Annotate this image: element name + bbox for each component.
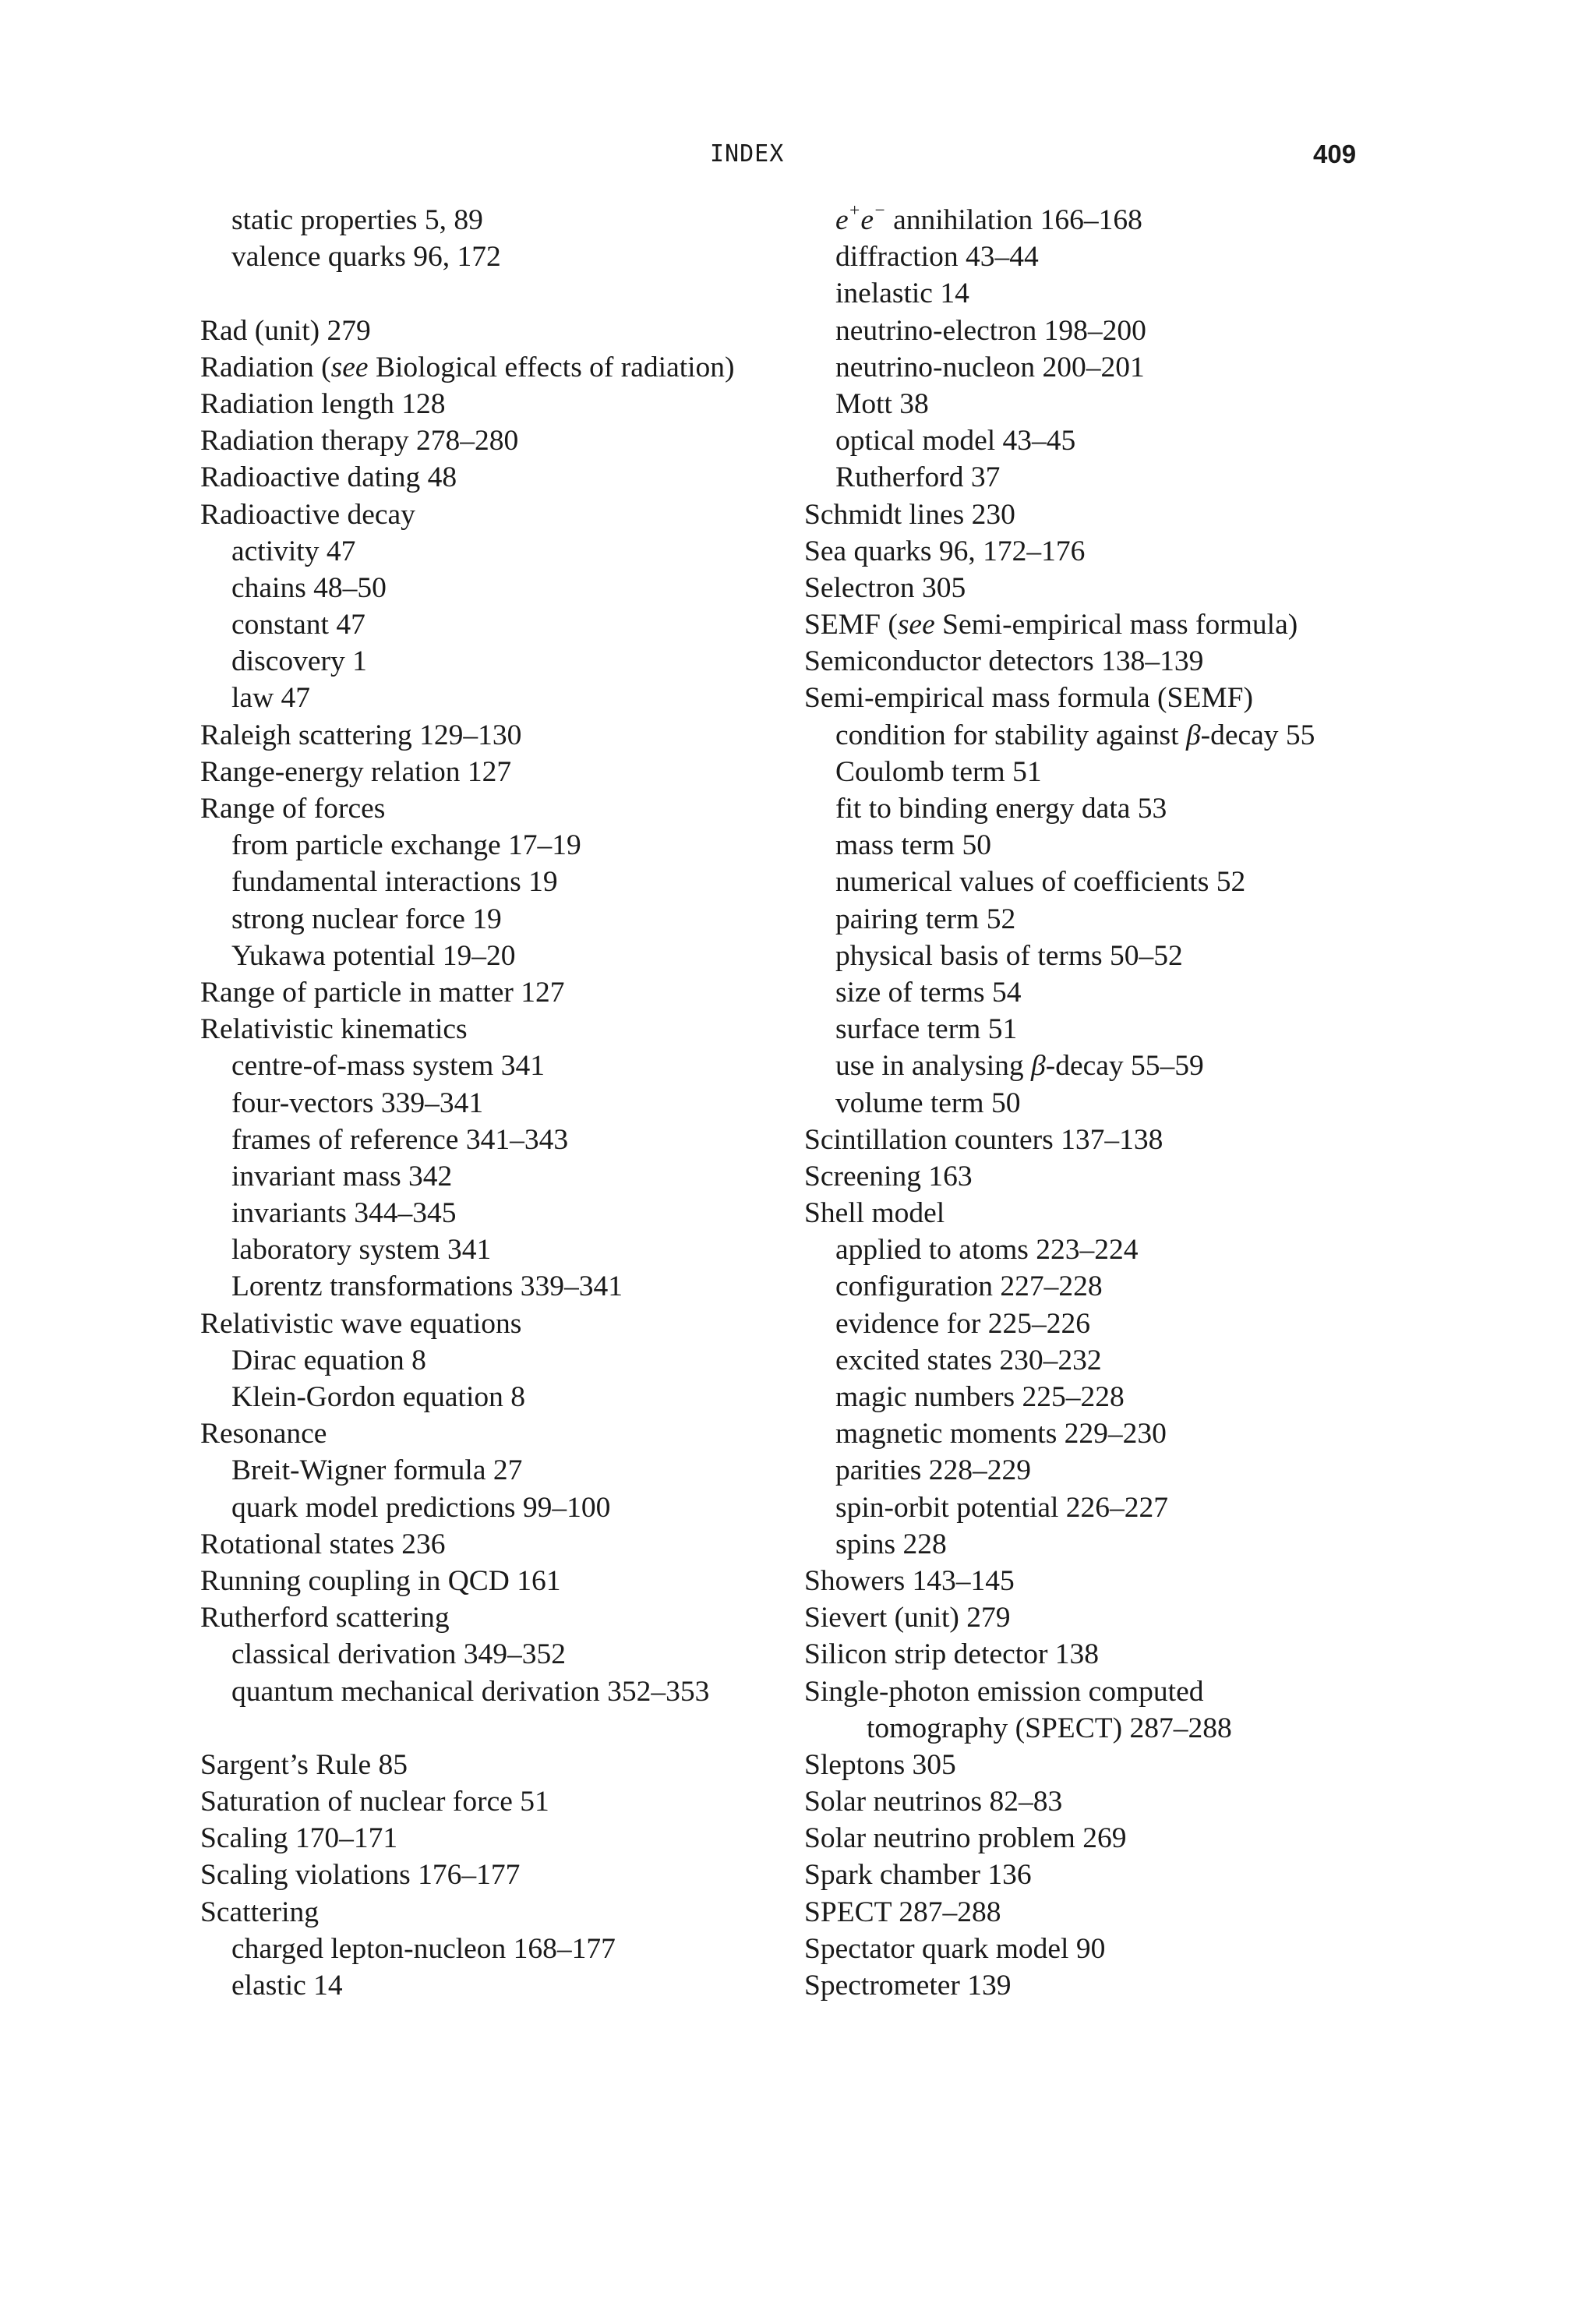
entry-text: Scaling violations 176–177 bbox=[200, 1859, 521, 1892]
entry-text: Raleigh scattering 129–130 bbox=[200, 719, 522, 751]
running-head bbox=[0, 137, 1596, 171]
index-subentry bbox=[804, 1452, 1396, 1489]
entry-text: mass term 50 bbox=[835, 829, 991, 862]
entry-text: activity 47 bbox=[231, 535, 356, 567]
entry-text: fundamental interactions 19 bbox=[231, 866, 558, 899]
entry-text: Schmidt lines 230 bbox=[804, 498, 1015, 531]
entry-text: invariant mass 342 bbox=[231, 1160, 453, 1193]
entry-text: parities 228–229 bbox=[835, 1454, 1032, 1487]
entry-text: Radioactive dating 48 bbox=[200, 461, 457, 494]
index-subentry bbox=[200, 864, 793, 900]
entry-text: centre-of-mass system 341 bbox=[231, 1050, 545, 1083]
entry-text: numerical values of coefficients 52 bbox=[835, 866, 1246, 899]
index-subentry bbox=[804, 202, 1396, 239]
index-subentry bbox=[804, 1085, 1396, 1122]
entry-text: Radioactive decay bbox=[200, 498, 415, 531]
entry-text: Scintillation counters 137–138 bbox=[804, 1123, 1163, 1156]
index-subentry bbox=[200, 901, 793, 938]
index-entry bbox=[804, 1783, 1396, 1820]
index-entry bbox=[200, 386, 793, 422]
index-subentry bbox=[804, 1011, 1396, 1048]
entry-text: applied to atoms 223–224 bbox=[835, 1234, 1139, 1267]
entry-text: Spark chamber 136 bbox=[804, 1859, 1032, 1892]
entry-text: static properties 5, 89 bbox=[231, 204, 483, 236]
entry-italic: β bbox=[1185, 719, 1201, 751]
index-subentry bbox=[804, 1268, 1396, 1305]
entry-text: discovery 1 bbox=[231, 645, 367, 678]
index-subentry bbox=[804, 717, 1396, 754]
index-subentry bbox=[200, 643, 793, 680]
entry-text: neutrino-electron 198–200 bbox=[835, 314, 1146, 347]
entry-text: Spectrometer 139 bbox=[804, 1970, 1012, 2002]
index-entry bbox=[804, 1857, 1396, 1893]
entry-text: Running coupling in QCD 161 bbox=[200, 1564, 561, 1597]
index-subentry bbox=[804, 386, 1396, 422]
entry-text: classical derivation 349–352 bbox=[231, 1638, 567, 1671]
entry-text: Coulomb term 51 bbox=[835, 755, 1042, 788]
index-subentry bbox=[200, 606, 793, 643]
index-entry bbox=[200, 1599, 793, 1636]
index-subentry bbox=[804, 1489, 1396, 1526]
index-entry bbox=[804, 1563, 1396, 1599]
index-entry bbox=[200, 717, 793, 754]
index-subentry bbox=[804, 349, 1396, 386]
entry-italic: β bbox=[1031, 1050, 1046, 1083]
index-entry bbox=[804, 1747, 1396, 1783]
index-subentry bbox=[804, 864, 1396, 900]
entry-text: SPECT 287–288 bbox=[804, 1896, 1001, 1928]
entry-text: use in analysing bbox=[835, 1050, 1032, 1083]
entry-italic: see bbox=[897, 609, 935, 641]
index-subentry bbox=[804, 790, 1396, 827]
index-subentry bbox=[200, 1452, 793, 1489]
index-subentry bbox=[804, 901, 1396, 938]
entry-text: laboratory system 341 bbox=[231, 1234, 492, 1267]
entry-text: charged lepton-nucleon 168–177 bbox=[231, 1932, 616, 1965]
entry-text: chains 48–50 bbox=[231, 571, 387, 604]
index-subentry bbox=[200, 1379, 793, 1415]
entry-text: surface term 51 bbox=[835, 1013, 1018, 1046]
entry-text: excited states 230–232 bbox=[835, 1344, 1102, 1376]
index-subentry bbox=[200, 533, 793, 570]
index-entry bbox=[200, 496, 793, 533]
index-entry bbox=[200, 1526, 793, 1563]
entry-text: condition for stability against bbox=[835, 719, 1186, 751]
entry-text: elastic 14 bbox=[231, 1970, 343, 2002]
entry-text: fit to binding energy data 53 bbox=[835, 793, 1167, 825]
entry-spacer bbox=[200, 275, 793, 312]
index-subentry bbox=[200, 680, 793, 716]
index-subentry bbox=[804, 1231, 1396, 1268]
index-subentry bbox=[804, 938, 1396, 974]
entry-text: Radiation length 128 bbox=[200, 387, 446, 420]
index-entry bbox=[200, 754, 793, 790]
index-subentry bbox=[804, 422, 1396, 459]
index-entry bbox=[804, 1158, 1396, 1195]
entry-text: Rotational states 236 bbox=[200, 1528, 446, 1560]
entry-text: four-vectors 339–341 bbox=[231, 1087, 484, 1119]
entry-text: Scaling 170–171 bbox=[200, 1822, 398, 1855]
index-subentry bbox=[804, 1379, 1396, 1415]
index-entry bbox=[804, 643, 1396, 680]
entry-text: diffraction 43–44 bbox=[835, 241, 1039, 274]
positron-symbol: e+ bbox=[835, 200, 861, 236]
index-entry bbox=[200, 1011, 793, 1048]
index-subentry bbox=[200, 202, 793, 239]
entry-text: Showers 143–145 bbox=[804, 1564, 1015, 1597]
entry-text: Lorentz transformations 339–341 bbox=[231, 1270, 623, 1303]
entry-text: law 47 bbox=[231, 682, 311, 715]
index-subentry bbox=[200, 239, 793, 275]
entry-text: Yukawa potential 19–20 bbox=[231, 939, 516, 972]
index-entry bbox=[804, 1967, 1396, 2004]
index-subentry bbox=[200, 1967, 793, 2004]
entry-text: Resonance bbox=[200, 1418, 327, 1451]
entry-text: valence quarks 96, 172 bbox=[231, 241, 501, 274]
index-entry bbox=[804, 1673, 1396, 1710]
index-entry bbox=[804, 496, 1396, 533]
entry-text: Rutherford scattering bbox=[200, 1602, 450, 1634]
entry-text: Screening 163 bbox=[804, 1160, 973, 1193]
entry-text: Radiation ( bbox=[200, 351, 331, 383]
entry-text: Dirac equation 8 bbox=[231, 1344, 426, 1376]
entry-text: Spectator quark model 90 bbox=[804, 1932, 1106, 1965]
index-subentry bbox=[804, 313, 1396, 349]
entry-text: physical basis of terms 50–52 bbox=[835, 939, 1183, 972]
electron-symbol: e− bbox=[860, 200, 886, 236]
entry-text: quantum mechanical derivation 352–353 bbox=[231, 1675, 710, 1708]
index-subentry bbox=[200, 1158, 793, 1195]
entry-text: evidence for 225–226 bbox=[835, 1307, 1090, 1340]
entry-text: Shell model bbox=[804, 1197, 945, 1230]
index-subentry bbox=[804, 1415, 1396, 1452]
entry-text: Klein-Gordon equation 8 bbox=[231, 1381, 525, 1413]
index-subentry bbox=[200, 827, 793, 864]
index-entry bbox=[804, 1636, 1396, 1673]
index-entry bbox=[200, 974, 793, 1011]
index-entry bbox=[804, 1894, 1396, 1931]
entry-text: Semiconductor detectors 138–139 bbox=[804, 645, 1204, 678]
index-subentry bbox=[200, 938, 793, 974]
index-subentry bbox=[804, 1710, 1396, 1747]
index-subentry bbox=[804, 239, 1396, 275]
index-column-right bbox=[804, 202, 1396, 2004]
index-entry bbox=[200, 422, 793, 459]
index-column-left bbox=[200, 202, 793, 2004]
entry-italic: see bbox=[330, 351, 369, 383]
entry-text: spins 228 bbox=[835, 1528, 947, 1560]
index-entry bbox=[804, 1820, 1396, 1857]
index-subentry bbox=[200, 1085, 793, 1122]
index-entry bbox=[200, 1747, 793, 1783]
page-number: 409 bbox=[1313, 140, 1357, 168]
index-entry bbox=[200, 1820, 793, 1857]
index-entry bbox=[804, 606, 1396, 643]
entry-text-after: -decay 55 bbox=[1200, 719, 1315, 751]
index-subentry bbox=[200, 1489, 793, 1526]
entry-text: annihilation 166–168 bbox=[885, 204, 1142, 236]
entry-text: Range of particle in matter 127 bbox=[200, 976, 565, 1009]
index-entry bbox=[200, 1783, 793, 1820]
entry-text: strong nuclear force 19 bbox=[231, 903, 502, 935]
index-subentry bbox=[804, 754, 1396, 790]
entry-text: optical model 43–45 bbox=[835, 425, 1076, 458]
entry-text: Selectron 305 bbox=[804, 571, 966, 604]
index-entry bbox=[804, 1122, 1396, 1158]
index-entry bbox=[804, 1931, 1396, 1967]
entry-text: Breit-Wigner formula 27 bbox=[231, 1454, 523, 1487]
entry-text: quark model predictions 99–100 bbox=[231, 1491, 611, 1524]
entry-text: volume term 50 bbox=[835, 1087, 1021, 1119]
entry-spacer bbox=[200, 1710, 793, 1747]
index-subentry bbox=[200, 1048, 793, 1084]
entry-text: inelastic 14 bbox=[835, 277, 969, 310]
entry-text: magnetic moments 229–230 bbox=[835, 1418, 1167, 1451]
index-entry bbox=[200, 349, 793, 386]
index-entry bbox=[804, 533, 1396, 570]
index-subentry bbox=[200, 1673, 793, 1710]
index-entry bbox=[200, 1857, 793, 1893]
entry-text: Sea quarks 96, 172–176 bbox=[804, 535, 1086, 567]
entry-text: constant 47 bbox=[231, 609, 365, 641]
entry-text: Semi-empirical mass formula (SEMF) bbox=[804, 682, 1253, 715]
index-entry bbox=[200, 1563, 793, 1599]
entry-text: Solar neutrinos 82–83 bbox=[804, 1786, 1063, 1818]
index-subentry bbox=[200, 1342, 793, 1379]
entry-text-after: -decay 55–59 bbox=[1045, 1050, 1204, 1083]
entry-text: SEMF ( bbox=[804, 609, 898, 641]
entry-text: Saturation of nuclear force 51 bbox=[200, 1786, 549, 1818]
entry-text: Sleptons 305 bbox=[804, 1748, 956, 1781]
index-subentry bbox=[804, 827, 1396, 864]
index-entry bbox=[200, 1415, 793, 1452]
entry-text: Relativistic kinematics bbox=[200, 1013, 468, 1046]
index-subentry bbox=[804, 974, 1396, 1011]
entry-text: Range-energy relation 127 bbox=[200, 755, 512, 788]
index-subentry bbox=[804, 1342, 1396, 1379]
index-subentry bbox=[804, 275, 1396, 312]
entry-text: pairing term 52 bbox=[835, 903, 1016, 935]
entry-text: configuration 227–228 bbox=[835, 1270, 1103, 1303]
index-subentry bbox=[200, 1636, 793, 1673]
index-entry bbox=[804, 680, 1396, 716]
entry-text: invariants 344–345 bbox=[231, 1197, 457, 1230]
entry-text: neutrino-nucleon 200–201 bbox=[835, 351, 1145, 383]
index-entry bbox=[200, 313, 793, 349]
index-entry bbox=[200, 459, 793, 496]
entry-text: Sargent’s Rule 85 bbox=[200, 1748, 408, 1781]
entry-text-after: Semi-empirical mass formula) bbox=[934, 609, 1298, 641]
index-entry bbox=[200, 1894, 793, 1931]
index-subentry bbox=[804, 1526, 1396, 1563]
entry-text: Solar neutrino problem 269 bbox=[804, 1822, 1127, 1855]
index-entry bbox=[804, 1195, 1396, 1231]
index-entry bbox=[804, 570, 1396, 606]
entry-text: from particle exchange 17–19 bbox=[231, 829, 581, 862]
entry-text: Silicon strip detector 138 bbox=[804, 1638, 1100, 1671]
entry-text: spin-orbit potential 226–227 bbox=[835, 1491, 1169, 1524]
entry-text: Mott 38 bbox=[835, 387, 929, 420]
entry-text: Sievert (unit) 279 bbox=[804, 1602, 1011, 1634]
index-entry bbox=[200, 1306, 793, 1342]
entry-text: Relativistic wave equations bbox=[200, 1307, 522, 1340]
index-entry bbox=[804, 1599, 1396, 1636]
index-subentry bbox=[200, 1931, 793, 1967]
index-subentry bbox=[200, 1268, 793, 1305]
entry-text: tomography (SPECT) 287–288 bbox=[867, 1712, 1232, 1744]
entry-text: size of terms 54 bbox=[835, 976, 1022, 1009]
index-subentry bbox=[200, 1195, 793, 1231]
index-entry bbox=[200, 790, 793, 827]
entry-text: frames of reference 341–343 bbox=[231, 1123, 569, 1156]
index-subentry bbox=[200, 570, 793, 606]
entry-text: Range of forces bbox=[200, 793, 386, 825]
index-subentry bbox=[804, 1048, 1396, 1084]
entry-text: magic numbers 225–228 bbox=[835, 1381, 1125, 1413]
index-subentry bbox=[200, 1122, 793, 1158]
entry-text: Rutherford 37 bbox=[835, 461, 1001, 494]
entry-text: Single-photon emission computed bbox=[804, 1675, 1204, 1708]
entry-text: Rad (unit) 279 bbox=[200, 314, 371, 347]
index-subentry bbox=[804, 459, 1396, 496]
index-subentry bbox=[200, 1231, 793, 1268]
entry-text: Scattering bbox=[200, 1896, 320, 1928]
index-subentry bbox=[804, 1306, 1396, 1342]
entry-text-after: Biological effects of radiation) bbox=[368, 351, 735, 383]
running-title: INDEX bbox=[710, 140, 785, 168]
entry-text: Radiation therapy 278–280 bbox=[200, 425, 519, 458]
